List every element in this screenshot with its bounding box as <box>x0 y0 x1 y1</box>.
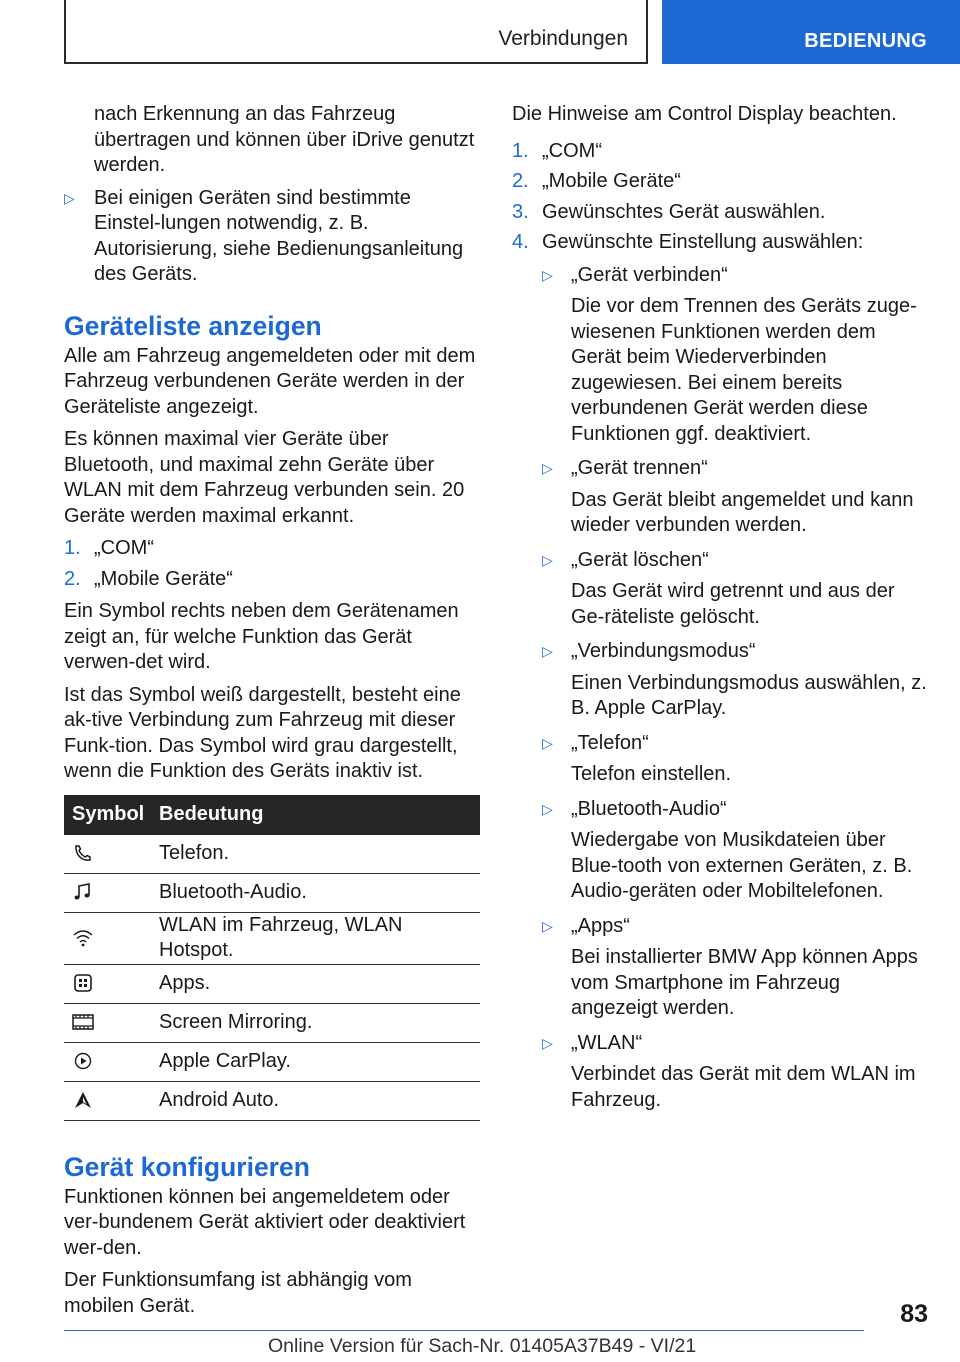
table-row <box>64 964 480 1003</box>
option-description: Einen Verbindungsmodus auswählen, z. B. Apple CarPlay. <box>571 671 927 719</box>
step-text: „Mobile Geräte“ <box>94 567 233 590</box>
step-text: „COM“ <box>94 537 154 559</box>
footer-divider <box>64 1330 864 1331</box>
table-row <box>64 1003 480 1042</box>
table-row <box>64 835 480 874</box>
meaning-cell: Telefon. <box>159 835 480 874</box>
screen-mirroring-icon <box>72 1012 94 1032</box>
option-description: Telefon einstellen. <box>571 763 732 785</box>
option-description: Das Gerät wird getrennt und aus der Ge-räteliste gelöscht. <box>571 580 895 628</box>
carplay-icon <box>72 1051 94 1071</box>
hint-text: Bei einigen Geräten sind bestimmte Einstel-lungen notwendig, z. B. Autorisierung, siehe Bedienungsanleitung des Geräts. <box>94 186 464 285</box>
option-item <box>542 1031 928 1114</box>
option-label: „Bluetooth-Audio“ <box>571 797 727 820</box>
option-item <box>542 731 928 788</box>
option-label: „Gerät löschen“ <box>571 548 709 571</box>
chapter-title: BEDIENUNG <box>804 30 927 52</box>
paragraph: Es können maximal vier Geräte über Bluetooth, und maximal zehn Geräte über WLAN mit dem Fahrzeug verbunden sein. 20 Geräte werden maximal erkannt. <box>64 428 465 527</box>
step-number: 1. <box>512 139 529 162</box>
step-list <box>64 536 480 592</box>
intro-text: Die Hinweise am Control Display beachten. <box>512 103 897 125</box>
triangle-bullet-icon: ▷ <box>542 551 553 568</box>
meaning-cell: Android Auto. <box>159 1081 480 1120</box>
step-text: „COM“ <box>542 139 602 162</box>
paragraph: Ein Symbol rechts neben dem Gerätenamen zeigt an, für welche Funktion das Gerät verwen-det wird. <box>64 600 459 673</box>
option-item <box>542 263 928 448</box>
meaning-cell: WLAN im Fahrzeug, WLAN Hotspot. <box>159 912 480 964</box>
triangle-bullet-icon: ▷ <box>542 800 553 817</box>
step-text: Gewünschte Einstellung auswählen: <box>542 231 864 253</box>
meaning-cell: Apps. <box>159 964 480 1003</box>
heading-geraet-konfigurieren: Gerät konfigurieren <box>64 1151 310 1182</box>
chapter-tab <box>662 0 960 64</box>
table-row <box>64 1042 480 1081</box>
option-label: „Telefon“ <box>571 731 649 754</box>
step-number: 2. <box>512 170 529 192</box>
step-item <box>512 139 928 165</box>
option-label: „Apps“ <box>571 914 630 937</box>
column-header-symbol: Symbol <box>64 795 159 835</box>
step-list <box>512 139 928 256</box>
option-description: Das Gerät bleibt angemeldet und kann wieder verbunden werden. <box>571 488 914 536</box>
symbol-table <box>64 795 480 1121</box>
option-item <box>542 914 928 1022</box>
paragraph: Funktionen können bei angemeldetem oder ver-bundenem Gerät aktiviert oder deaktiviert wer-den. <box>64 1185 466 1259</box>
triangle-bullet-icon: ▷ <box>542 1034 553 1051</box>
left-column <box>64 102 480 1326</box>
android-auto-icon <box>72 1090 94 1110</box>
hint-item <box>64 186 480 288</box>
option-label: „WLAN“ <box>571 1031 643 1054</box>
option-description: Bei installierter BMW App können Apps vom Smartphone im Fahrzeug angezeigt werden. <box>571 946 918 1019</box>
table-row <box>64 912 480 964</box>
paragraph: Ist das Symbol weiß dargestellt, besteht eine ak-tive Verbindung zum Fahrzeug mit dieser Funk-tion. Das Symbol wird grau dargestellt, wenn die Funktion des Geräts inaktiv ist. <box>64 683 461 782</box>
triangle-bullet-icon: ▷ <box>542 460 553 476</box>
meaning-cell: Screen Mirroring. <box>159 1003 480 1042</box>
continued-text: nach Erkennung an das Fahrzeug übertragen und können über iDrive genutzt werden. <box>94 103 475 176</box>
option-list <box>512 263 928 1114</box>
paragraph: Der Funktionsumfang ist abhängig vom mobilen Gerät. <box>64 1269 412 1317</box>
triangle-bullet-icon: ▷ <box>542 917 553 934</box>
triangle-bullet-icon: ▷ <box>542 643 553 659</box>
option-item <box>542 797 928 905</box>
option-label: „Verbindungsmodus“ <box>571 640 756 662</box>
paragraph: Alle am Fahrzeug angemeldeten oder mit dem Fahrzeug verbundenen Geräte werden in der Geräteliste angezeigt. <box>64 344 476 418</box>
header-section-box <box>64 0 648 64</box>
phone-icon <box>72 843 94 863</box>
table-header-row <box>64 795 480 835</box>
option-description: Wiedergabe von Musikdateien über Blue-tooth von externen Geräten, z. B. Audio-geräten oder Mobiltelefonen. <box>571 829 913 902</box>
page-number: 83 <box>900 1300 928 1328</box>
triangle-bullet-icon: ▷ <box>542 734 553 751</box>
option-description: Die vor dem Trennen des Geräts zuge-wiesenen Funktionen werden dem Gerät beim Wiederverbinden zugewiesen. Bei einem bereits verbundenen Gerät werden diese Funktionen ggf. deaktiviert. <box>571 295 917 445</box>
triangle-bullet-icon: ▷ <box>64 189 75 206</box>
column-header-meaning: Bedeutung <box>159 795 480 835</box>
heading-geraeteliste: Geräteliste anzeigen <box>64 310 322 341</box>
section-title: Verbindungen <box>498 27 628 50</box>
triangle-bullet-icon: ▷ <box>542 266 553 283</box>
right-column <box>512 102 928 1122</box>
option-item <box>542 456 928 539</box>
step-item <box>64 567 480 593</box>
step-text: Gewünschtes Gerät auswählen. <box>542 200 826 223</box>
step-number: 3. <box>512 200 529 223</box>
table-row <box>64 1081 480 1120</box>
option-description: Verbindet das Gerät mit dem WLAN im Fahrzeug. <box>571 1063 916 1111</box>
music-note-icon <box>72 882 94 902</box>
option-label: „Gerät trennen“ <box>571 457 708 479</box>
step-item <box>512 169 928 195</box>
table-row <box>64 873 480 912</box>
footer-version: Online Version für Sach-Nr. 01405A37B49 - VI/21 <box>268 1335 697 1357</box>
option-label: „Gerät verbinden“ <box>571 263 728 286</box>
wifi-icon <box>72 928 94 948</box>
step-text: „Mobile Geräte“ <box>542 170 681 192</box>
step-item <box>512 230 928 256</box>
step-item <box>64 536 480 562</box>
step-item <box>512 200 928 226</box>
meaning-cell: Apple CarPlay. <box>159 1042 480 1081</box>
step-number: 2. <box>64 567 81 590</box>
meaning-cell: Bluetooth-Audio. <box>159 873 480 912</box>
option-item <box>542 639 928 722</box>
step-number: 1. <box>64 537 81 559</box>
apps-icon <box>72 973 94 993</box>
option-item <box>542 548 928 631</box>
step-number: 4. <box>512 231 529 253</box>
